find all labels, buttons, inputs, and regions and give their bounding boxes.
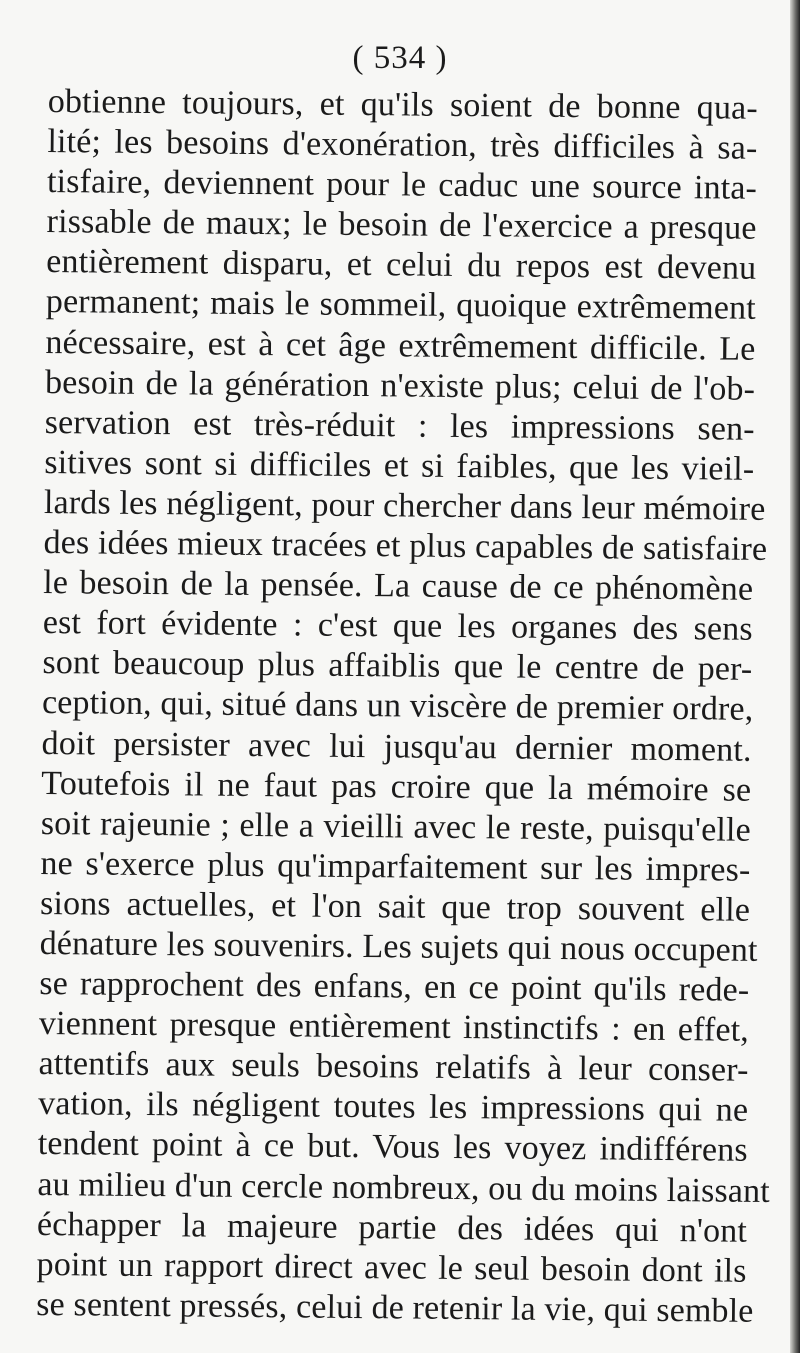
text-line: servation est très-réduit : les impressions sen- — [44, 403, 755, 448]
text-line: vation, ils négligent toutes les impressions qui ne — [38, 1085, 749, 1130]
text-line: entièrement disparu, et celui du repos est devenu — [46, 243, 757, 288]
text-line: point un rapport direct avec le seul besoin dont ils — [36, 1245, 747, 1290]
text-line: au milieu d'un cercle nombreux, ou du moins laissant — [37, 1165, 771, 1210]
text-line: lité; les besoins d'exonération, très difficiles à sa- — [47, 123, 758, 167]
text-line: dénature les souvenirs. Les sujets qui nous occupent — [39, 924, 758, 969]
text-line: le besoin de la pensée. La cause de ce phénomène — [43, 564, 754, 608]
text-line: tisfaire, deviennent pour le caduc une source inta- — [46, 163, 758, 207]
text-line: sitives sont si difficiles et si faibles, que les vieil- — [44, 443, 755, 488]
text-line: des idées mieux tracées et plus capables de satisfaire — [43, 524, 768, 568]
text-line: permanent; mais le sommeil, quoique extrêmement — [45, 283, 757, 328]
text-line: sont beaucoup plus affaiblis que le centre de per- — [42, 644, 753, 689]
text-line: doit persister avec lui jusqu'au dernier moment. — [41, 724, 752, 769]
page-edge-shadow — [790, 0, 800, 1353]
text-line: Toutefois il ne faut pas croire que la mémoire se — [41, 764, 752, 809]
text-line: échapper la majeure partie des idées qui n'ont — [36, 1205, 748, 1250]
text-line: se rapprochent des enfans, en ce point qu'ils rede- — [39, 965, 750, 1009]
text-line: viennent presque entièrement instinctifs : en effet, — [38, 1005, 750, 1049]
page-number: ( 534 ) — [352, 40, 448, 76]
text-line: rissable de maux; le besoin de l'exercice a presque — [46, 203, 757, 248]
page-body-text — [36, 82, 771, 1332]
text-line: besoin de la génération n'existe plus; celui de l'ob- — [44, 363, 756, 408]
text-line: attentifs aux seuls besoins relatifs à leur conser- — [38, 1045, 749, 1090]
text-line: se sentent pressés, celui de retenir la vie, qui semble — [36, 1285, 754, 1330]
text-line: ception, qui, situé dans un viscère de premier ordre, — [41, 684, 754, 729]
text-line: sions actuelles, et l'on sait que trop souvent elle — [39, 884, 751, 929]
text-line: nécessaire, est à cet âge extrêmement difficile. Le — [45, 323, 756, 368]
text-line: lards les négligent, pour chercher dans leur mémoire — [43, 483, 766, 528]
text-line: obtienne toujours, et qu'ils soient de bonne qua- — [47, 82, 758, 127]
text-line: est fort évidente : c'est que les organes des sens — [42, 604, 753, 649]
text-line: tendent point à ce but. Vous les voyez indifférens — [37, 1125, 748, 1170]
text-line: ne s'exerce plus qu'imparfaitement sur les impres- — [40, 844, 751, 889]
text-line: soit rajeunie ; elle a vieilli avec le reste, puisqu'elle — [40, 804, 752, 849]
